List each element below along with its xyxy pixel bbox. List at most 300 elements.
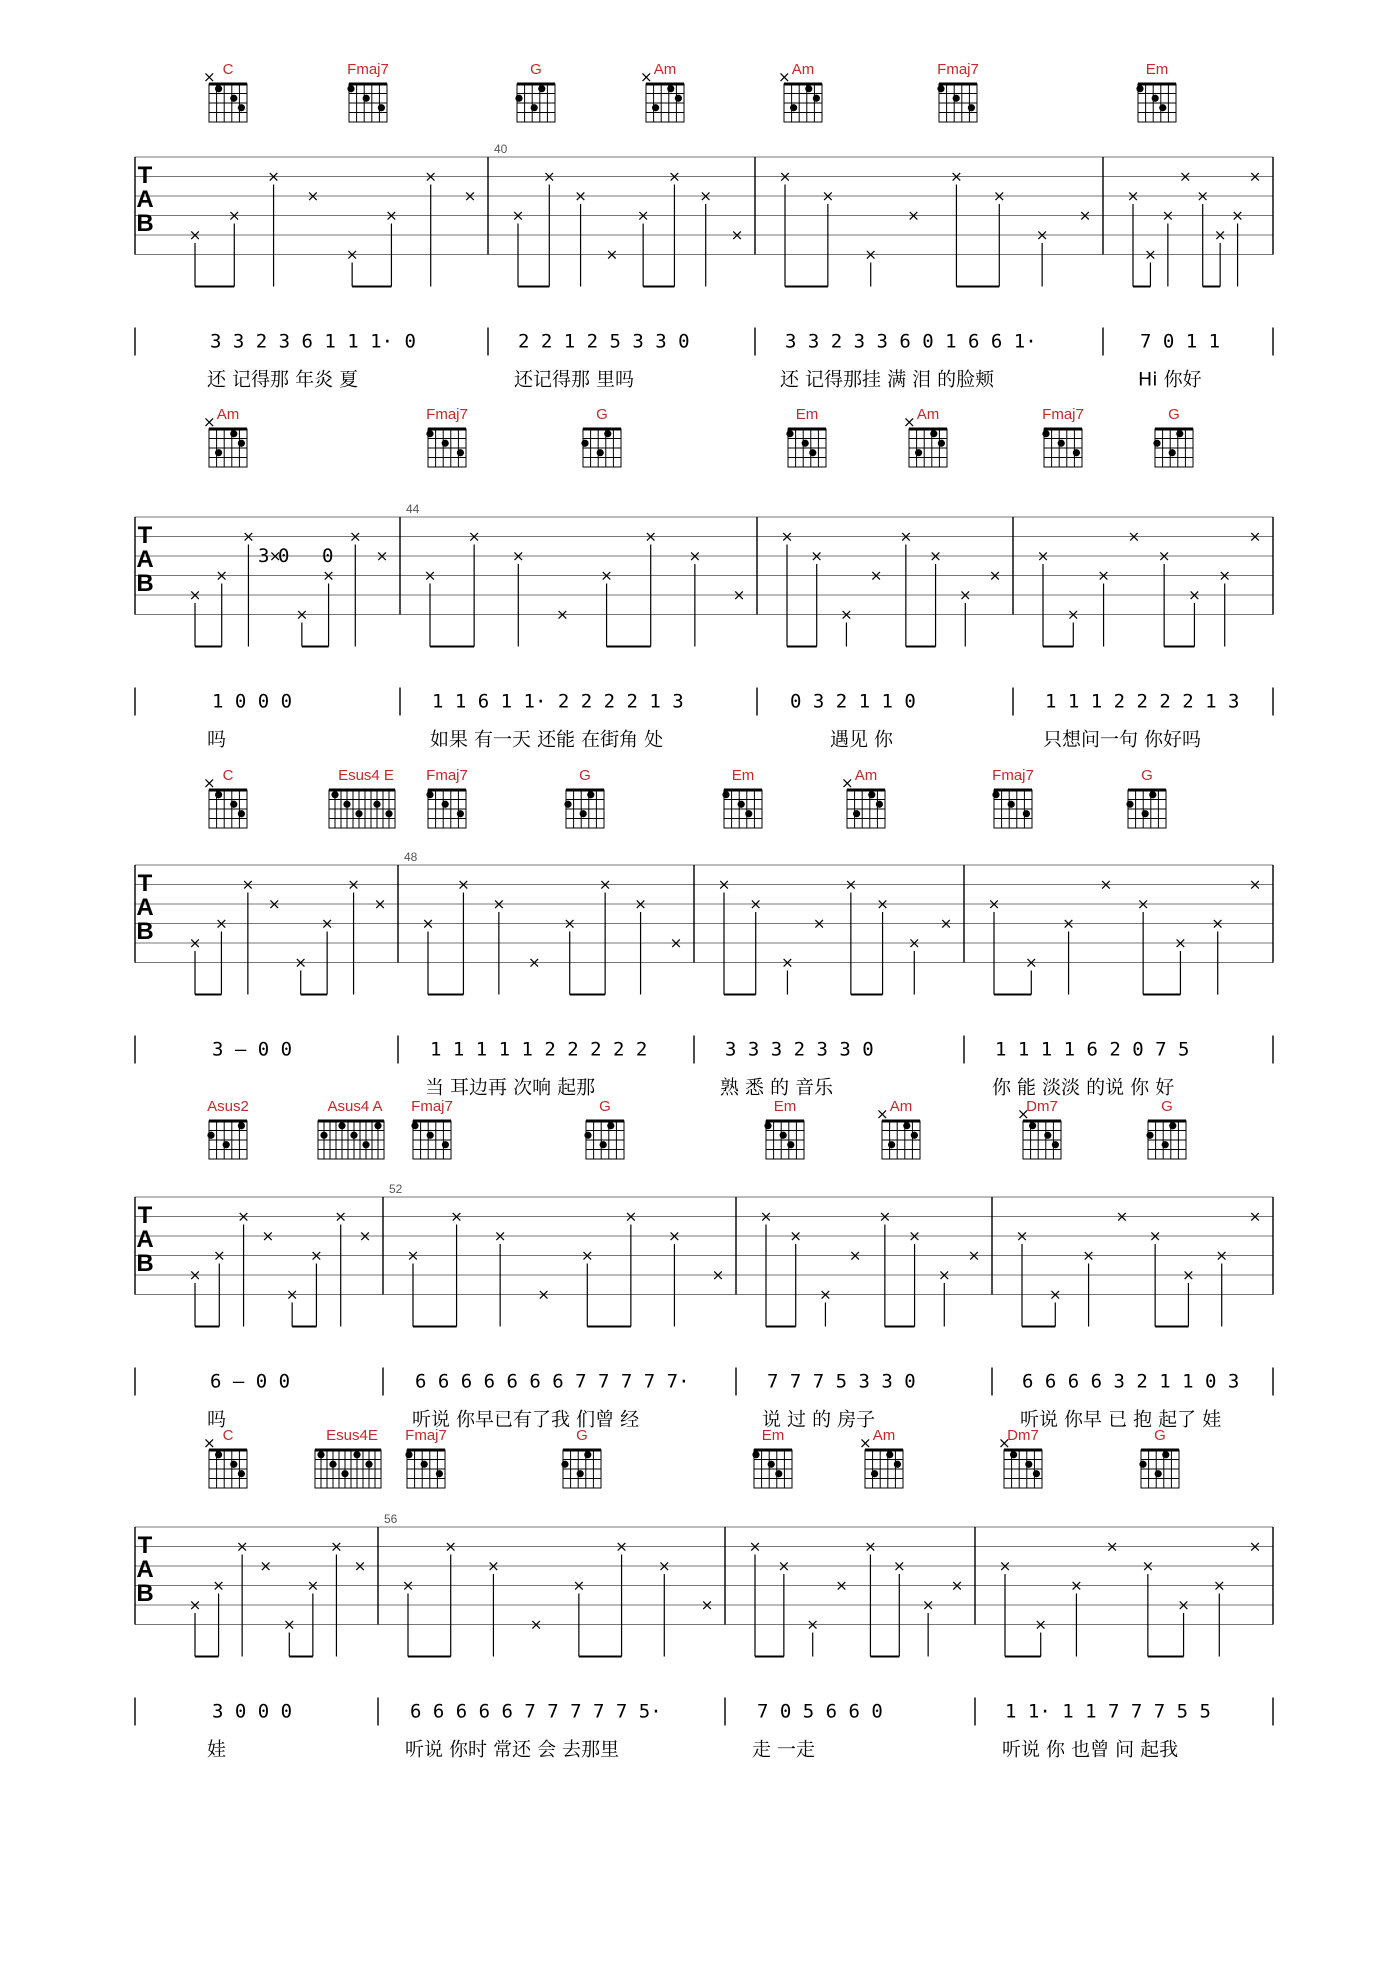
tab-clef-letter: B bbox=[136, 1250, 154, 1277]
chord-name: Fmaj7 bbox=[1042, 406, 1084, 423]
note-x: × bbox=[908, 1227, 921, 1245]
finger-dot bbox=[667, 85, 674, 92]
finger-dot bbox=[405, 1451, 412, 1458]
finger-dot bbox=[1169, 1122, 1176, 1129]
note-x: × bbox=[1136, 895, 1150, 913]
chord-diagram-fmaj7 bbox=[937, 61, 979, 122]
chord-name: G bbox=[1141, 767, 1153, 784]
numbered-notation bbox=[135, 1698, 1273, 1726]
finger-dot bbox=[768, 1461, 775, 1468]
muted-string-mark: × bbox=[903, 413, 916, 431]
finger-dot bbox=[215, 791, 222, 798]
note-x: × bbox=[1157, 547, 1171, 565]
finger-dot bbox=[531, 104, 538, 111]
finger-dot bbox=[350, 1132, 357, 1139]
note-x: × bbox=[1231, 206, 1244, 225]
muted-string-mark: × bbox=[203, 1434, 216, 1452]
note-x: × bbox=[227, 206, 241, 225]
chord-diagram-g bbox=[561, 1427, 601, 1488]
muted-string-mark: × bbox=[778, 68, 791, 86]
note-x: × bbox=[669, 934, 683, 952]
system-2 bbox=[135, 502, 1273, 751]
note-x: × bbox=[907, 934, 921, 952]
numbered-notation bbox=[135, 688, 1273, 716]
finger-dot bbox=[215, 85, 222, 92]
note-x: × bbox=[1218, 566, 1232, 585]
finger-dot bbox=[215, 449, 222, 456]
note-x: × bbox=[493, 1227, 507, 1245]
note-x: × bbox=[294, 953, 308, 972]
note-x: × bbox=[748, 1537, 762, 1556]
lyric-line: 只想问一句 你好吗 bbox=[1043, 728, 1202, 751]
note-x: × bbox=[958, 586, 972, 604]
finger-dot bbox=[1136, 85, 1143, 92]
note-x: × bbox=[615, 1537, 628, 1556]
system-1 bbox=[135, 142, 1273, 391]
system-4 bbox=[135, 1182, 1273, 1431]
chord-diagram-am bbox=[876, 1098, 920, 1159]
note-x: × bbox=[1126, 187, 1140, 205]
chord-diagram-em bbox=[1136, 61, 1176, 122]
finger-dot bbox=[584, 1132, 591, 1139]
note-x: × bbox=[1127, 527, 1141, 546]
finger-dot bbox=[411, 1122, 418, 1129]
note-x: × bbox=[282, 1615, 296, 1634]
note-x: × bbox=[373, 895, 387, 913]
chord-diagram-g bbox=[515, 61, 555, 122]
finger-dot bbox=[930, 430, 937, 437]
chord-diagram-fmaj7 bbox=[405, 1427, 447, 1488]
muted-string-mark: × bbox=[640, 68, 653, 86]
chord-diagram-g bbox=[564, 767, 604, 828]
finger-dot bbox=[421, 1461, 428, 1468]
note-x: × bbox=[781, 953, 794, 972]
finger-dot bbox=[1169, 449, 1176, 456]
finger-dot bbox=[1159, 104, 1166, 111]
muted-string-mark: × bbox=[203, 68, 216, 86]
note-x: × bbox=[778, 167, 792, 186]
note-x: × bbox=[950, 1576, 964, 1595]
measure-number: 40 bbox=[494, 142, 508, 156]
chord-diagram-fmaj7 bbox=[347, 61, 389, 122]
fret-number: 3 bbox=[258, 545, 270, 567]
note-x: × bbox=[988, 566, 1002, 585]
note-x: × bbox=[810, 547, 824, 565]
note-x: × bbox=[777, 1557, 791, 1575]
note-x: × bbox=[700, 1596, 714, 1614]
note-x: × bbox=[636, 206, 650, 225]
note-x: × bbox=[212, 1246, 226, 1265]
tab-staff bbox=[135, 1512, 1273, 1657]
chord-name: Fmaj7 bbox=[405, 1427, 447, 1444]
lyric-line: 听说 你时 常还 会 去那里 bbox=[405, 1738, 620, 1761]
note-x: × bbox=[212, 1576, 225, 1595]
chord-name: Asus2 bbox=[207, 1098, 249, 1115]
note-x: × bbox=[401, 1576, 415, 1595]
tab-clef-letter: B bbox=[136, 918, 154, 945]
note-x: × bbox=[732, 586, 746, 604]
note-x: × bbox=[188, 1266, 202, 1284]
chord-name: Dm7 bbox=[1026, 1098, 1058, 1115]
note-x: × bbox=[237, 1207, 250, 1226]
chord-name: G bbox=[579, 767, 591, 784]
note-x: × bbox=[1078, 206, 1092, 225]
note-x: × bbox=[939, 914, 953, 933]
chord-diagram-g bbox=[1146, 1098, 1186, 1159]
chord-name: G bbox=[530, 61, 542, 78]
note-x: × bbox=[375, 547, 389, 565]
muted-string-mark: × bbox=[876, 1105, 889, 1123]
note-x: × bbox=[188, 226, 202, 244]
lyric-line: 听说 你早 已 抱 起了 娃 bbox=[1020, 1408, 1222, 1431]
note-x: × bbox=[688, 547, 702, 565]
chord-name: Am bbox=[791, 61, 815, 78]
finger-dot bbox=[331, 791, 338, 798]
finger-dot bbox=[442, 440, 449, 447]
note-x: × bbox=[644, 527, 658, 546]
note-x: × bbox=[467, 527, 481, 546]
note-x: × bbox=[242, 527, 255, 546]
note-x: × bbox=[1177, 1596, 1190, 1614]
chord-name: Em bbox=[761, 1427, 785, 1444]
note-x: × bbox=[668, 1227, 681, 1245]
note-x: × bbox=[876, 895, 889, 913]
note-x: × bbox=[1105, 1537, 1119, 1556]
finger-dot bbox=[580, 810, 587, 817]
note-x: × bbox=[511, 206, 525, 225]
finger-dot bbox=[738, 801, 745, 808]
chord-name: Am bbox=[216, 406, 240, 423]
note-x: × bbox=[241, 875, 255, 894]
finger-dot bbox=[378, 104, 385, 111]
chord-diagram-fmaj7 bbox=[426, 767, 468, 828]
note-x: × bbox=[749, 895, 763, 913]
note-x: × bbox=[1196, 187, 1210, 205]
note-x: × bbox=[780, 527, 794, 546]
note-x: × bbox=[921, 1596, 935, 1614]
note-x: × bbox=[259, 1557, 273, 1575]
note-x: × bbox=[450, 1207, 463, 1226]
chord-diagram-c bbox=[203, 1427, 247, 1488]
note-x: × bbox=[295, 605, 309, 624]
note-x: × bbox=[892, 1557, 906, 1575]
fret-number: 0 bbox=[322, 545, 334, 567]
finger-dot bbox=[802, 440, 809, 447]
note-x: × bbox=[668, 167, 681, 186]
note-x: × bbox=[789, 1227, 803, 1245]
note-x: × bbox=[864, 245, 878, 264]
finger-dot bbox=[1023, 810, 1030, 817]
note-x: × bbox=[385, 206, 398, 225]
measure-number: 52 bbox=[389, 1182, 403, 1196]
finger-dot bbox=[1139, 1461, 1146, 1468]
note-x: × bbox=[406, 1246, 420, 1265]
note-x: × bbox=[347, 875, 360, 894]
chord-name: Am bbox=[916, 406, 940, 423]
note-x: × bbox=[492, 895, 506, 913]
note-x: × bbox=[348, 527, 362, 546]
note-x: × bbox=[1248, 527, 1262, 546]
finger-dot bbox=[341, 1470, 348, 1477]
notation-measure: 7 0 1 1 bbox=[1140, 330, 1221, 353]
finger-dot bbox=[584, 1451, 591, 1458]
finger-dot bbox=[427, 1132, 434, 1139]
note-x: × bbox=[310, 1246, 323, 1265]
chord-diagram-am bbox=[778, 61, 822, 122]
finger-dot bbox=[238, 810, 245, 817]
finger-dot bbox=[1152, 95, 1159, 102]
finger-dot bbox=[968, 104, 975, 111]
note-x: × bbox=[1062, 914, 1075, 933]
finger-dot bbox=[564, 801, 571, 808]
tab-clef-letter: A bbox=[136, 894, 154, 921]
finger-dot bbox=[442, 801, 449, 808]
note-x: × bbox=[1034, 1615, 1048, 1634]
note-x: × bbox=[235, 1537, 249, 1556]
finger-dot bbox=[1010, 1451, 1017, 1458]
notation-measure: 1 1· 1 1 7 7 7 5 5 bbox=[1005, 1700, 1211, 1723]
finger-dot bbox=[1142, 810, 1149, 817]
note-x: × bbox=[1048, 1285, 1062, 1304]
finger-dot bbox=[1029, 1122, 1036, 1129]
tab-clef-letter: T bbox=[137, 162, 153, 189]
lyric-line: 吗 bbox=[207, 1408, 227, 1431]
note-x: × bbox=[711, 1266, 725, 1284]
chord-diagram-g bbox=[581, 406, 621, 467]
finger-dot bbox=[938, 440, 945, 447]
note-x: × bbox=[967, 1246, 981, 1265]
notation-measure: 3 – 0 0 bbox=[212, 1038, 293, 1061]
note-x: × bbox=[572, 1576, 586, 1595]
note-x: × bbox=[819, 1285, 832, 1304]
note-x: × bbox=[600, 566, 613, 585]
tab-clef-letter: T bbox=[137, 1202, 153, 1229]
notation-measure: 6 6 6 6 6 6 6 7 7 7 7 7· bbox=[415, 1370, 690, 1393]
finger-dot bbox=[1044, 1132, 1051, 1139]
finger-dot bbox=[457, 449, 464, 456]
finger-dot bbox=[230, 95, 237, 102]
note-x: × bbox=[992, 187, 1006, 205]
measure-number: 56 bbox=[384, 1512, 398, 1526]
note-x: × bbox=[878, 1207, 892, 1226]
finger-dot bbox=[805, 85, 812, 92]
note-x: × bbox=[556, 605, 569, 624]
tab-clef-letter: B bbox=[136, 210, 154, 237]
notation-measure: 1 0 0 0 bbox=[212, 690, 293, 713]
finger-dot bbox=[722, 791, 729, 798]
finger-dot bbox=[238, 104, 245, 111]
finger-dot bbox=[238, 1470, 245, 1477]
finger-dot bbox=[868, 791, 875, 798]
finger-dot bbox=[385, 810, 392, 817]
finger-dot bbox=[1162, 1451, 1169, 1458]
chord-diagram-em bbox=[764, 1098, 804, 1159]
chord-diagram-am bbox=[903, 406, 947, 467]
finger-dot bbox=[764, 1122, 771, 1129]
note-x: × bbox=[1015, 1227, 1029, 1245]
finger-dot bbox=[215, 1451, 222, 1458]
note-x: × bbox=[1211, 914, 1225, 933]
note-x: × bbox=[320, 914, 334, 933]
measure-number: 48 bbox=[404, 850, 418, 864]
finger-dot bbox=[853, 810, 860, 817]
finger-dot bbox=[1126, 801, 1133, 808]
lyric-line: 听说 你 也曾 问 起我 bbox=[1002, 1738, 1179, 1761]
lyric-line: 遇见 你 bbox=[830, 728, 894, 751]
finger-dot bbox=[457, 810, 464, 817]
muted-string-mark: × bbox=[1017, 1105, 1030, 1123]
note-x: × bbox=[268, 547, 282, 565]
chord-name: G bbox=[599, 1098, 611, 1115]
chord-name: Fmaj7 bbox=[347, 61, 389, 78]
finger-dot bbox=[1176, 430, 1183, 437]
lyric-line: 走 一走 bbox=[752, 1738, 816, 1761]
finger-dot bbox=[992, 791, 999, 798]
chord-name: Fmaj7 bbox=[426, 767, 468, 784]
finger-dot bbox=[911, 1132, 918, 1139]
lyric-line: 你 能 淡淡 的说 你 好 bbox=[992, 1076, 1175, 1099]
finger-dot bbox=[581, 440, 588, 447]
finger-dot bbox=[238, 440, 245, 447]
note-x: × bbox=[1035, 226, 1049, 244]
finger-dot bbox=[238, 1122, 245, 1129]
note-x: × bbox=[998, 1557, 1012, 1575]
lyric-line: 熟 悉 的 音乐 bbox=[720, 1076, 834, 1099]
chord-diagram-fmaj7 bbox=[426, 406, 468, 467]
notation-measure: 3 0 0 0 bbox=[212, 1700, 293, 1723]
chord-diagram-am bbox=[841, 767, 885, 828]
notation-measure: 3 3 3 2 3 3 0 bbox=[725, 1038, 874, 1061]
note-x: × bbox=[864, 1537, 877, 1556]
note-x: × bbox=[812, 914, 826, 933]
chord-name: Esus4 E bbox=[338, 767, 394, 784]
finger-dot bbox=[223, 1141, 230, 1148]
notation-measure: 3 3 2 3 6 1 1 1· 0 bbox=[210, 330, 416, 353]
finger-dot bbox=[1146, 1132, 1153, 1139]
chord-diagram-g bbox=[584, 1098, 624, 1159]
note-x: × bbox=[950, 167, 963, 186]
note-x: × bbox=[563, 914, 577, 933]
note-x: × bbox=[1144, 245, 1157, 264]
finger-dot bbox=[886, 1451, 893, 1458]
note-x: × bbox=[1188, 586, 1201, 604]
finger-dot bbox=[230, 430, 237, 437]
numbered-notation bbox=[135, 1368, 1273, 1396]
note-x: × bbox=[806, 1615, 820, 1634]
chord-name: Fmaj7 bbox=[411, 1098, 453, 1115]
finger-dot bbox=[903, 1122, 910, 1129]
note-x: × bbox=[869, 566, 883, 585]
system-3 bbox=[135, 850, 1273, 1099]
note-x: × bbox=[1182, 1266, 1195, 1284]
note-x: × bbox=[717, 875, 731, 894]
note-x: × bbox=[821, 187, 835, 205]
lyric-line: 吗 bbox=[207, 728, 227, 751]
note-x: × bbox=[907, 206, 920, 225]
muted-string-mark: × bbox=[203, 774, 216, 792]
finger-dot bbox=[1073, 449, 1080, 456]
note-x: × bbox=[634, 895, 647, 913]
chord-name: G bbox=[1168, 406, 1180, 423]
chord-name: Esus4E bbox=[326, 1427, 378, 1444]
note-x: × bbox=[334, 1207, 348, 1226]
note-x: × bbox=[330, 1537, 343, 1556]
finger-dot bbox=[888, 1141, 895, 1148]
note-x: × bbox=[1248, 1207, 1262, 1226]
chord-name: Em bbox=[795, 406, 819, 423]
finger-dot bbox=[577, 1470, 584, 1477]
note-x: × bbox=[1024, 953, 1038, 972]
chord-name: Am bbox=[872, 1427, 896, 1444]
note-x: × bbox=[1248, 1537, 1262, 1556]
chord-diagram-c bbox=[203, 767, 247, 828]
note-x: × bbox=[487, 1557, 500, 1575]
note-x: × bbox=[605, 245, 619, 264]
note-x: × bbox=[848, 1246, 862, 1265]
note-x: × bbox=[1178, 167, 1192, 186]
finger-dot bbox=[343, 801, 350, 808]
chord-diagram-am bbox=[859, 1427, 903, 1488]
chord-name: Am bbox=[854, 767, 878, 784]
finger-dot bbox=[426, 430, 433, 437]
finger-dot bbox=[1042, 430, 1049, 437]
lyric-line: 说 过 的 房子 bbox=[762, 1408, 876, 1431]
tab-clef-letter: T bbox=[137, 522, 153, 549]
finger-dot bbox=[355, 810, 362, 817]
note-x: × bbox=[345, 245, 359, 264]
chord-diagram-dm7 bbox=[1017, 1098, 1061, 1159]
finger-dot bbox=[515, 95, 522, 102]
fret-number: 0 bbox=[278, 545, 290, 567]
lyric-line: 听说 你早已有了我 们曾 经 bbox=[412, 1408, 640, 1431]
note-x: × bbox=[1215, 1246, 1229, 1265]
note-x: × bbox=[835, 1576, 848, 1595]
note-x: × bbox=[542, 167, 556, 186]
note-x: × bbox=[463, 187, 477, 205]
chord-name: C bbox=[222, 767, 234, 784]
note-x: × bbox=[267, 167, 280, 186]
finger-dot bbox=[363, 95, 370, 102]
note-x: × bbox=[215, 566, 229, 585]
finger-dot bbox=[607, 1122, 614, 1129]
finger-dot bbox=[813, 95, 820, 102]
note-x: × bbox=[1213, 226, 1227, 244]
lyric-line: Hi 你好 bbox=[1138, 368, 1202, 391]
finger-dot bbox=[587, 791, 594, 798]
chord-diagram-g bbox=[1153, 406, 1193, 467]
finger-dot bbox=[374, 1122, 381, 1129]
finger-dot bbox=[652, 104, 659, 111]
finger-dot bbox=[780, 1132, 787, 1139]
muted-string-mark: × bbox=[859, 1434, 872, 1452]
finger-dot bbox=[809, 449, 816, 456]
tab-clef-letter: B bbox=[136, 570, 154, 597]
finger-dot bbox=[675, 95, 682, 102]
notation-measure: 1 1 1 1 6 2 0 7 5 bbox=[995, 1038, 1190, 1061]
note-x: × bbox=[511, 547, 525, 565]
finger-dot bbox=[362, 1141, 369, 1148]
note-x: × bbox=[358, 1227, 372, 1245]
chord-diagram-em bbox=[786, 406, 826, 467]
muted-string-mark: × bbox=[841, 774, 854, 792]
note-x: × bbox=[1082, 1246, 1095, 1265]
chord-diagram-asus2 bbox=[207, 1098, 249, 1159]
tab-clef-letter: A bbox=[136, 186, 154, 213]
tab-clef-letter: T bbox=[137, 870, 153, 897]
chord-diagram-am bbox=[640, 61, 684, 122]
notation-measure: 1 1 1 1 1 2 2 2 2 2 bbox=[430, 1038, 648, 1061]
chord-name: Em bbox=[1145, 61, 1169, 78]
